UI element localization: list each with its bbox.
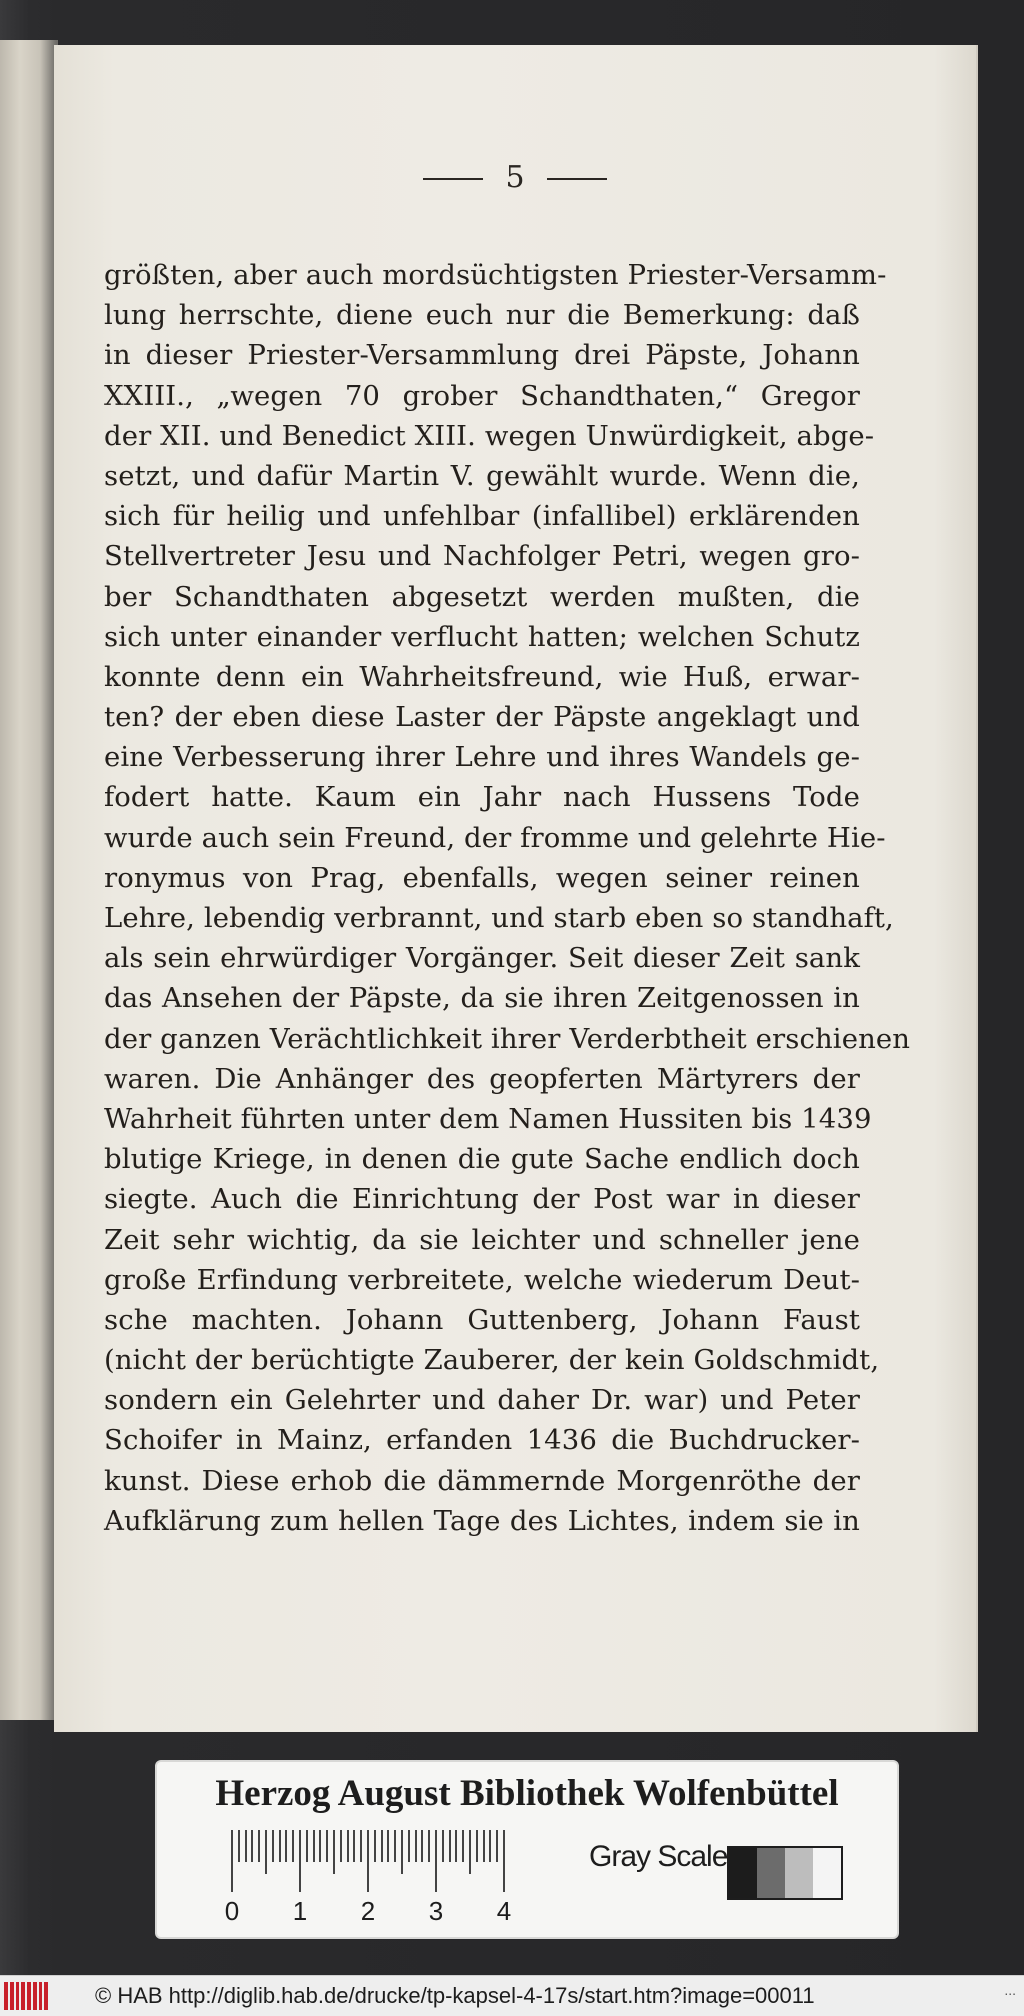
- page-number-header: [54, 153, 976, 203]
- page-number: 5: [505, 160, 525, 195]
- header-rule-right: [547, 178, 607, 180]
- ruler-tick: [265, 1830, 267, 1874]
- text-line: ronymus von Prag, ebenfalls, wegen seiner reinen: [104, 861, 860, 894]
- text-line: ten? der eben diese Laster der Päpste angeklagt und: [104, 701, 860, 734]
- text-line: wurde auch sein Freund, der fromme und gelehrte Hie-: [104, 821, 886, 854]
- text-line: als sein ehrwürdiger Vorgänger. Seit dieser Zeit sank: [104, 942, 860, 975]
- previous-pages-edge: [0, 40, 58, 1720]
- ruler-tick: [326, 1830, 328, 1862]
- ruler-tick: [299, 1830, 301, 1892]
- text-line: Wahrheit führten unter dem Namen Hussiten bis 1439: [104, 1102, 872, 1135]
- ruler-tick: [462, 1830, 464, 1862]
- ruler-tick: [496, 1830, 498, 1862]
- text-line: ber Schandthaten abgesetzt werden mußten, die: [104, 580, 860, 613]
- ruler-tick: [428, 1830, 430, 1862]
- text-line: waren. Die Anhänger des geopferten Märtyrers der: [104, 1062, 860, 1095]
- ruler-number: 1: [292, 1896, 308, 1926]
- ruler-tick: [394, 1830, 396, 1862]
- text-line: Schoifer in Mainz, erfanden 1436 die Buchdrucker-: [104, 1424, 860, 1457]
- text-line: größten, aber auch mordsüchtigsten Priester-Versamm-: [104, 259, 887, 291]
- ruler-tick: [421, 1830, 423, 1862]
- ruler-tick: [381, 1830, 383, 1862]
- ruler-tick: [333, 1830, 335, 1874]
- text-line: sche machten. Johann Guttenberg, Johann Faust: [104, 1303, 860, 1336]
- text-line: das Ansehen der Päpste, da sie ihren Zeitgenossen in: [104, 982, 860, 1015]
- ruler-tick: [347, 1830, 349, 1862]
- ruler-tick: [401, 1830, 403, 1874]
- text-line: in dieser Priester-Versammlung drei Päpste, Johann: [104, 339, 860, 372]
- text-line: sondern ein Gelehrter und daher Dr. war) und Peter: [104, 1384, 860, 1417]
- ruler-tick: [319, 1830, 321, 1862]
- ruler-tick: [442, 1830, 444, 1862]
- ruler-tick: [251, 1830, 253, 1862]
- scale-ruler: [217, 1830, 557, 1930]
- ruler-tick: [245, 1830, 247, 1862]
- grayscale-swatch: [727, 1846, 843, 1900]
- grayscale-label: Gray Scale: [589, 1840, 728, 1873]
- ruler-tick: [455, 1830, 457, 1862]
- footer-more-icon[interactable]: ...: [1004, 1982, 1016, 1998]
- ruler-tick: [489, 1830, 491, 1862]
- grayscale-patch: [785, 1848, 813, 1898]
- text-line: XXIII., „wegen 70 grober Schandthaten,“ Gregor: [104, 379, 860, 412]
- grayscale-patch: [757, 1848, 785, 1898]
- text-line: Aufklärung zum hellen Tage des Lichtes, indem sie in: [104, 1504, 860, 1537]
- ruler-tick: [353, 1830, 355, 1862]
- text-line: sich für heilig und unfehlbar (infallibel) erklärenden: [104, 500, 860, 533]
- text-line: setzt, und dafür Martin V. gewählt wurde. Wenn die,: [104, 459, 860, 492]
- text-line: sich unter einander verflucht hatten; welchen Schutz: [104, 620, 860, 653]
- footer-bar: [0, 1975, 1024, 2016]
- ruler-tick: [483, 1830, 485, 1862]
- text-line: große Erfindung verbreitete, welche wiederum Deut-: [104, 1263, 860, 1296]
- text-line: blutige Kriege, in denen die gute Sache endlich doch: [104, 1143, 860, 1176]
- text-line: der ganzen Verächtlichkeit ihrer Verderbtheit erschienen: [104, 1022, 911, 1055]
- footer-credit-link[interactable]: © HAB http://diglib.hab.de/drucke/tp-kapsel-4-17s/start.htm?image=00011: [95, 1983, 815, 2008]
- ruler-tick: [306, 1830, 308, 1862]
- ruler-tick: [435, 1830, 437, 1892]
- text-line: fodert hatte. Kaum ein Jahr nach Hussens Tode: [104, 781, 860, 814]
- ruler-number: 2: [360, 1896, 376, 1926]
- grayscale-patch: [729, 1848, 757, 1898]
- ruler-tick: [272, 1830, 274, 1862]
- text-line: der XII. und Benedict XIII. wegen Unwürdigkeit, abge-: [104, 419, 875, 452]
- ruler-tick: [367, 1830, 369, 1892]
- ruler-tick: [408, 1830, 410, 1862]
- text-line: kunst. Diese erhob die dämmernde Morgenröthe der: [104, 1464, 860, 1497]
- ruler-number: 0: [224, 1896, 240, 1926]
- text-line: lung herrschte, diene euch nur die Bemerkung: daß: [104, 299, 860, 332]
- ruler-number: 4: [496, 1896, 512, 1926]
- ruler-tick: [285, 1830, 287, 1862]
- ruler-tick: [387, 1830, 389, 1862]
- grayscale-patch: [813, 1848, 841, 1898]
- text-line: siegte. Auch die Einrichtung der Post war in dieser: [104, 1183, 860, 1216]
- ruler-tick: [476, 1830, 478, 1862]
- ruler-tick: [503, 1830, 505, 1892]
- ruler-tick: [279, 1830, 281, 1862]
- body-text: [104, 255, 911, 1541]
- ruler-tick: [340, 1830, 342, 1862]
- book-page: [54, 45, 976, 1732]
- library-color-card: [157, 1762, 897, 1937]
- ruler-tick: [374, 1830, 376, 1862]
- text-line: Stellvertreter Jesu und Nachfolger Petri, wegen gro-: [104, 540, 860, 573]
- ruler-tick: [449, 1830, 451, 1862]
- library-name: Herzog August Bibliothek Wolfenbüttel: [215, 1773, 839, 1814]
- ruler-tick: [313, 1830, 315, 1862]
- ruler-tick: [415, 1830, 417, 1862]
- ruler-tick: [231, 1830, 233, 1892]
- ruler-tick: [469, 1830, 471, 1874]
- header-rule-left: [423, 178, 483, 180]
- ruler-number: 3: [428, 1896, 444, 1926]
- ruler-tick: [360, 1830, 362, 1862]
- hab-logo-icon[interactable]: [4, 1982, 48, 2010]
- text-line: (nicht der berüchtigte Zauberer, der kein Goldschmidt,: [104, 1344, 880, 1377]
- text-line: konnte denn ein Wahrheitsfreund, wie Huß, erwar-: [104, 660, 860, 693]
- ruler-tick: [292, 1830, 294, 1862]
- ruler-tick: [258, 1830, 260, 1862]
- text-line: Zeit sehr wichtig, da sie leichter und schneller jene: [104, 1223, 860, 1256]
- text-line: eine Verbesserung ihrer Lehre und ihres Wandels ge-: [104, 741, 860, 774]
- ruler-tick: [238, 1830, 240, 1862]
- text-line: Lehre, lebendig verbrannt, und starb eben so standhaft,: [104, 902, 894, 934]
